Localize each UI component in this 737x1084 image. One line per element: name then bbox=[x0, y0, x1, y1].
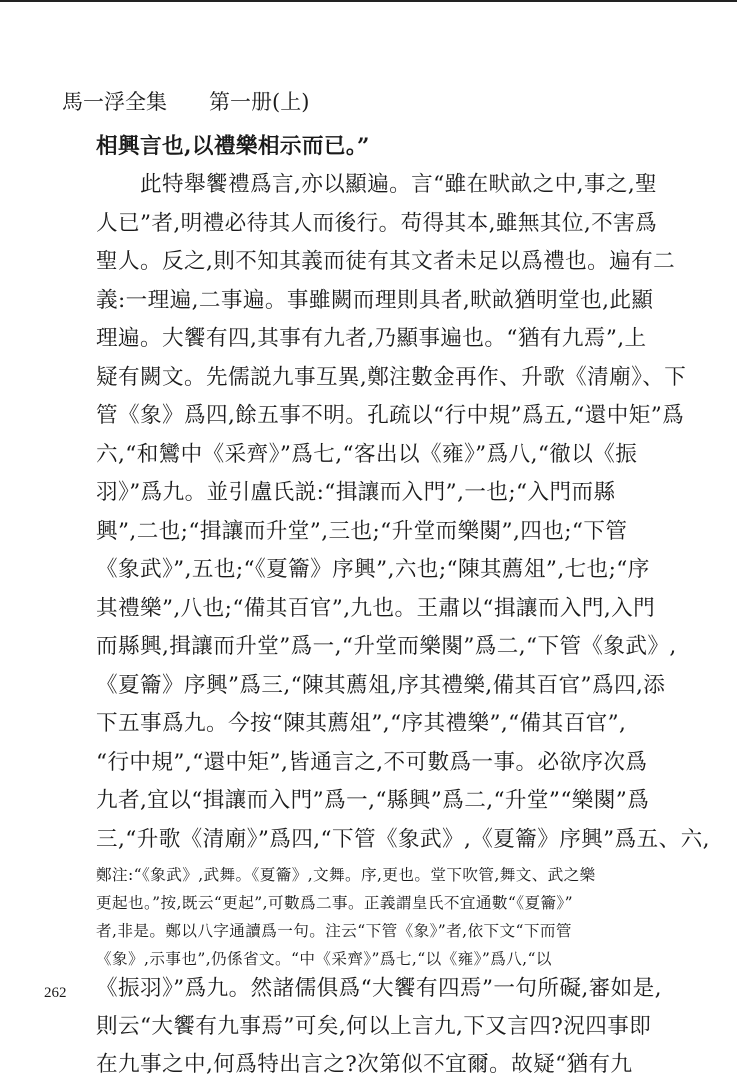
text-line: 九者,宜以“揖讓而入門”爲一,“縣興”爲二,“升堂”“樂闋”爲 bbox=[96, 787, 650, 813]
running-header bbox=[62, 86, 309, 116]
text-line: 人已”者,明禮必待其人而後行。苟得其本,雖無其位,不害爲 bbox=[96, 210, 658, 236]
note-line: 《象》,示事也”,仍係省文。“中《采齊》”爲七,“以《雍》”爲八,“以 bbox=[96, 950, 552, 968]
text-line: “行中規”,“還中矩”,皆通言之,不可數爲一事。必欲序次爲 bbox=[96, 749, 648, 775]
text-line: 聖人。反之,則不知其義而徒有其文者未足以爲禮也。遍有二 bbox=[96, 248, 676, 274]
text-line: 管《象》爲四,餘五事不明。孔疏以“行中規”爲五,“還中矩”爲 bbox=[96, 402, 685, 428]
text-line: 理遍。大饗有四,其事有九者,乃顯事遍也。“猶有九焉”,上 bbox=[96, 325, 647, 351]
text-line: 在九事之中,何爲特出言之?次第似不宜爾。故疑“猶有九 bbox=[96, 1051, 633, 1077]
text-line: 其禮樂”,八也;“備其百官”,九也。王肅以“揖讓而入門,入門 bbox=[96, 595, 656, 621]
text-line: 三,“升歌《清廟》”爲四,“下管《象武》,《夏籥》序興”爲五、六, bbox=[96, 826, 710, 852]
text-line: 《象武》”,五也;“《夏籥》序興”,六也;“陳其薦俎”,七也;“序 bbox=[96, 556, 650, 582]
note-line: 更起也。”按,既云“更起”,可數爲二事。正義謂皇氏不宜通數“《夏籥》” bbox=[96, 894, 573, 912]
text-line: 六,“和鸞中《采齊》”爲七,“客出以《雍》”爲八,“徹以《振 bbox=[96, 441, 638, 467]
note-line: 鄭注:“《象武》,武舞。《夏籥》,文舞。序,更也。堂下吹管,舞文、武之樂 bbox=[96, 866, 596, 884]
book-title: 馬一浮全集 bbox=[62, 90, 167, 114]
note-line: 者,非是。鄭以八字通讀爲一句。注云“下管《象》”者,依下文“下而管 bbox=[96, 922, 572, 940]
text-line: 《振羽》”爲九。然諸儒俱爲“大饗有四焉”一句所礙,審如是, bbox=[96, 975, 662, 1001]
top-rule bbox=[0, 0, 737, 2]
text-line: 義:一理遍,二事遍。事雖闕而理則具者,畎畝猶明堂也,此顯 bbox=[96, 287, 654, 313]
volume-label: 第一册(上) bbox=[209, 90, 310, 114]
text-line: 則云“大饗有九事焉”可矣,何以上言九,下又言四?況四事即 bbox=[96, 1013, 652, 1039]
text-line: 而縣興,揖讓而升堂”爲一,“升堂而樂闋”爲二,“下管《象武》, bbox=[96, 633, 677, 659]
text-line: 相興言也,以禮樂相示而已。” bbox=[96, 133, 370, 159]
text-line: 此特舉饗禮爲言,亦以顯遍。言“雖在畎畝之中,事之,聖 bbox=[96, 171, 658, 197]
text-line: 羽》”爲九。並引盧氏説:“揖讓而入門”,一也;“入門而縣 bbox=[96, 479, 616, 505]
text-line: 下五事爲九。今按“陳其薦俎”,“序其禮樂”,“備其百官”, bbox=[96, 710, 627, 736]
text-line: 興”,二也;“揖讓而升堂”,三也;“升堂而樂闋”,四也;“下管 bbox=[96, 518, 628, 544]
page-number: 262 bbox=[44, 985, 67, 1001]
text-line: 疑有闕文。先儒説九事互異,鄭注數金再作、升歌《清廟》、下 bbox=[96, 364, 687, 390]
text-line: 《夏籥》序興”爲三,“陳其薦俎,序其禮樂,備其百官”爲四,添 bbox=[96, 672, 666, 698]
